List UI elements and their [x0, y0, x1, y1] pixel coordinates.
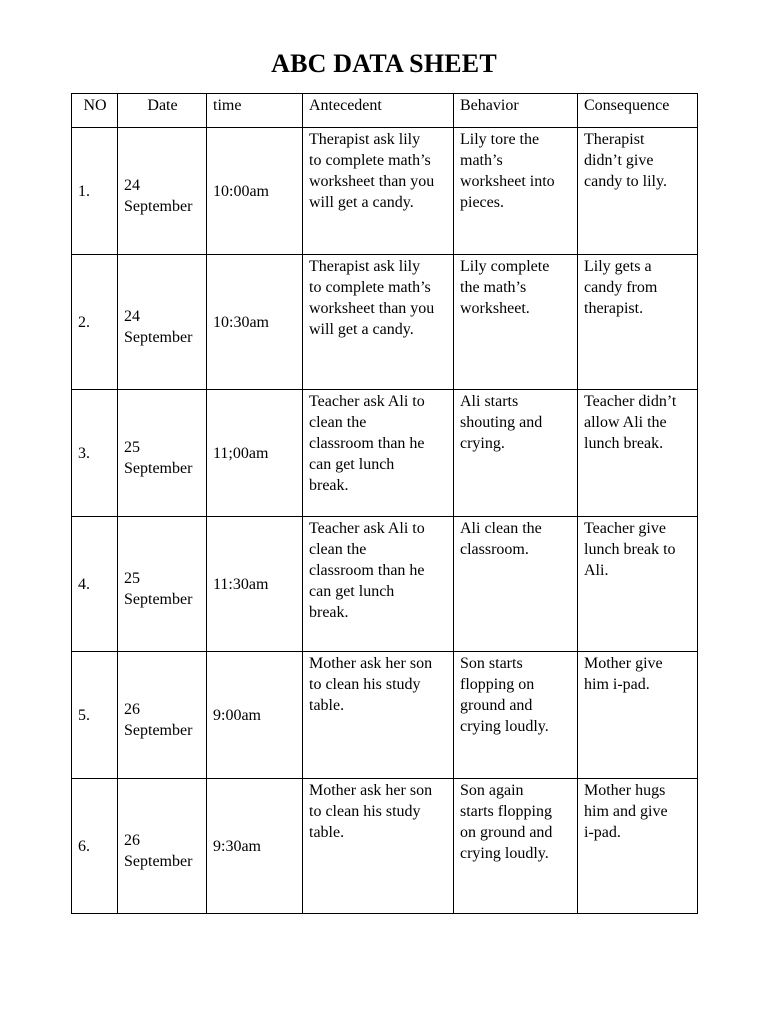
cell-time: [207, 390, 303, 517]
cell-no-text: 1.: [78, 183, 90, 200]
cell-date-text: 25 September: [124, 439, 193, 477]
cell-consequence: [578, 128, 698, 255]
cell-date-text: 26 September: [124, 701, 193, 739]
cell-behavior: [454, 390, 578, 517]
abc-data-table: [71, 93, 698, 914]
header-date: Date: [118, 94, 207, 128]
cell-no: [72, 652, 118, 779]
cell-no: [72, 255, 118, 390]
table-header: [72, 94, 698, 128]
cell-consequence-text: Teacher give lunch break to Ali.: [584, 520, 676, 579]
cell-time: [207, 779, 303, 914]
cell-antecedent: [303, 255, 454, 390]
cell-behavior: [454, 779, 578, 914]
cell-time-text: 10:00am: [213, 183, 269, 200]
cell-time-text: 11:30am: [213, 576, 269, 593]
cell-consequence: [578, 255, 698, 390]
cell-consequence: [578, 779, 698, 914]
cell-date-text: 24 September: [124, 308, 193, 346]
header-row: [72, 94, 698, 128]
cell-behavior-text: Ali starts shouting and crying.: [460, 393, 543, 452]
cell-date: [118, 779, 207, 914]
cell-date: [118, 390, 207, 517]
cell-consequence-text: Teacher didn’t allow Ali the lunch break.: [584, 393, 677, 452]
cell-consequence: [578, 652, 698, 779]
cell-no: [72, 390, 118, 517]
cell-date: [118, 255, 207, 390]
cell-antecedent: [303, 652, 454, 779]
cell-no-text: 5.: [78, 707, 90, 724]
cell-antecedent: [303, 128, 454, 255]
table-row: [72, 255, 698, 390]
cell-no: [72, 517, 118, 652]
cell-antecedent-text: Therapist ask lily to complete math’s worksheet than you will get a candy.: [309, 131, 435, 211]
cell-time: [207, 255, 303, 390]
cell-no-text: 6.: [78, 838, 90, 855]
cell-date-text: 24 September: [124, 177, 193, 215]
cell-date: [118, 517, 207, 652]
cell-behavior-text: Son starts flopping on ground and crying loudly.: [460, 655, 549, 735]
cell-consequence-text: Mother hugs him and give i-pad.: [584, 782, 668, 841]
cell-behavior-text: Lily complete the math’s worksheet.: [460, 258, 550, 317]
cell-no-text: 4.: [78, 576, 90, 593]
table-row: [72, 652, 698, 779]
cell-behavior: [454, 652, 578, 779]
cell-antecedent: [303, 779, 454, 914]
cell-no-text: 3.: [78, 445, 90, 462]
cell-date-text: 26 September: [124, 832, 193, 870]
cell-consequence-text: Therapist didn’t give candy to lily.: [584, 131, 667, 190]
cell-antecedent-text: Teacher ask Ali to clean the classroom than he can get lunch break.: [309, 520, 425, 621]
cell-date-text: 25 September: [124, 570, 193, 608]
cell-behavior: [454, 517, 578, 652]
cell-consequence: [578, 390, 698, 517]
cell-time-text: 9:00am: [213, 707, 261, 724]
cell-antecedent-text: Therapist ask lily to complete math’s worksheet than you will get a candy.: [309, 258, 435, 338]
table-row: [72, 128, 698, 255]
cell-consequence: [578, 517, 698, 652]
cell-time-text: 10:30am: [213, 314, 269, 331]
cell-no: [72, 128, 118, 255]
header-time: time: [207, 94, 303, 128]
header-consequence: Consequence: [578, 94, 698, 128]
page-title: ABC DATA SHEET: [271, 49, 497, 78]
cell-antecedent: [303, 517, 454, 652]
header-behavior: Behavior: [454, 94, 578, 128]
cell-antecedent: [303, 390, 454, 517]
table-row: [72, 390, 698, 517]
cell-consequence-text: Mother give him i-pad.: [584, 655, 663, 693]
header-antecedent: Antecedent: [303, 94, 454, 128]
cell-no: [72, 779, 118, 914]
cell-consequence-text: Lily gets a candy from therapist.: [584, 258, 658, 317]
cell-time: [207, 517, 303, 652]
cell-time-text: 11;00am: [213, 445, 269, 462]
cell-antecedent-text: Teacher ask Ali to clean the classroom than he can get lunch break.: [309, 393, 425, 494]
cell-date: [118, 652, 207, 779]
cell-time: [207, 652, 303, 779]
cell-no-text: 2.: [78, 314, 90, 331]
table-row: [72, 517, 698, 652]
cell-time: [207, 128, 303, 255]
cell-behavior: [454, 255, 578, 390]
cell-antecedent-text: Mother ask her son to clean his study table.: [309, 655, 433, 714]
table-body: [72, 128, 698, 914]
cell-date: [118, 128, 207, 255]
table-row: [72, 779, 698, 914]
cell-antecedent-text: Mother ask her son to clean his study table.: [309, 782, 433, 841]
cell-behavior-text: Ali clean the classroom.: [460, 520, 542, 558]
cell-behavior: [454, 128, 578, 255]
cell-time-text: 9:30am: [213, 838, 261, 855]
header-no: NO: [72, 94, 118, 128]
cell-behavior-text: Son again starts flopping on ground and crying loudly.: [460, 782, 553, 862]
cell-behavior-text: Lily tore the math’s worksheet into pieces.: [460, 131, 555, 211]
